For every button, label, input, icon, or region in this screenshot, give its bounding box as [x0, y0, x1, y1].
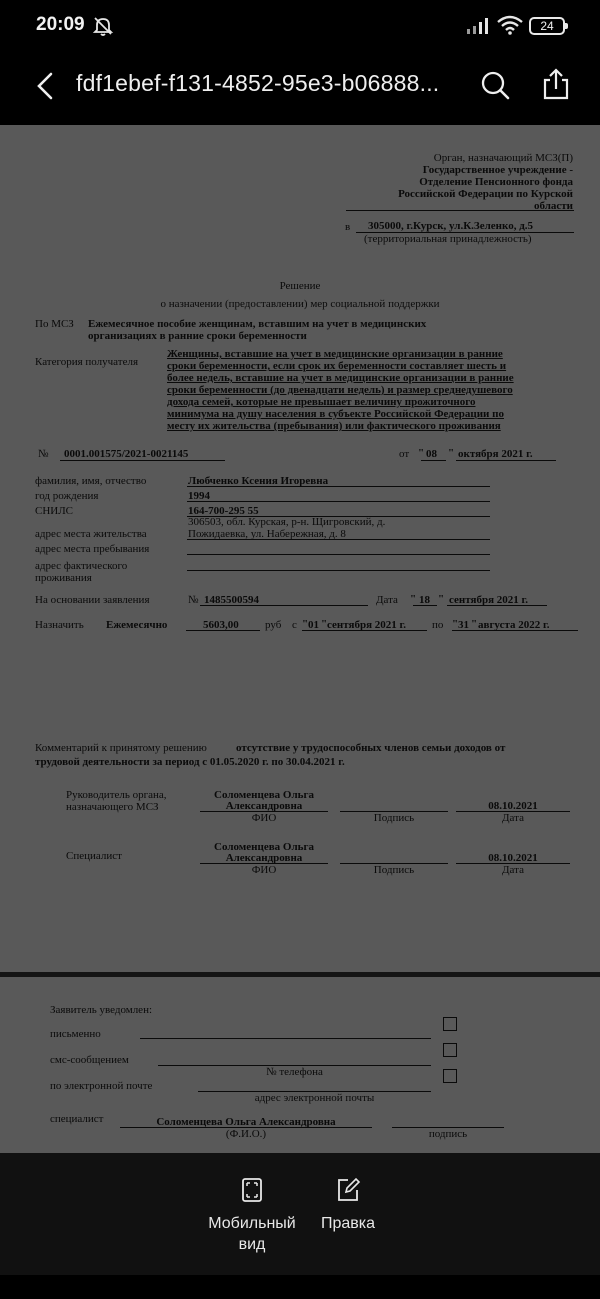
birth-label: год рождения [35, 490, 99, 502]
signal-icon [466, 17, 490, 35]
specialist-name: Соломенцева Ольга [214, 841, 314, 853]
phone-caption: № телефона [266, 1066, 323, 1078]
residence-value: 306503, обл. Курская, р-н. Щигровский, д. [188, 516, 386, 528]
email-checkbox[interactable] [443, 1069, 457, 1083]
msz-value: организациях в ранние сроки беременности [88, 330, 307, 342]
address-prefix: в [345, 221, 351, 233]
org-line: Российской Федерации по Курской [398, 188, 573, 200]
spec2-label: специалист [50, 1113, 104, 1125]
spec2-name: Соломенцева Ольга Александровна [156, 1116, 336, 1128]
wifi-icon [497, 15, 523, 35]
date-from-label: от [399, 448, 410, 460]
decision-day: 08 [426, 448, 437, 460]
head-name: Соломенцева Ольга [214, 789, 314, 801]
stay-label: адрес места пребывания [35, 543, 150, 555]
decision-title: Решение [279, 280, 321, 292]
status-time: 20:09 [36, 14, 85, 35]
assign-from-day: 01 [308, 619, 319, 631]
assign-to-month: августа 2022 г. [478, 619, 550, 631]
battery-indicator: 24 [529, 17, 565, 35]
assign-from-label: с [292, 619, 297, 631]
edit-label: Правка [320, 1215, 376, 1232]
basis-day: 18 [419, 594, 430, 606]
org-label: Орган, назначающий МСЗ(П) [433, 152, 573, 164]
status-bar [0, 0, 600, 52]
residence-value: Пожидаевка, ул. Набережная, д. 8 [188, 528, 346, 540]
edit-icon [335, 1177, 361, 1203]
specialist-name: Александровна [225, 852, 303, 864]
sms-label: смс-сообщением [50, 1054, 129, 1066]
sms-checkbox[interactable] [443, 1043, 457, 1057]
caption-fio: ФИО [251, 864, 277, 876]
written-checkbox[interactable] [443, 1017, 457, 1031]
assign-to-label: по [432, 619, 444, 631]
basis-label: На основании заявления [35, 594, 150, 606]
decision-month-year: октября 2021 г. [458, 448, 533, 460]
caption-sign: Подпись [373, 812, 415, 824]
notified-label: Заявитель уведомлен: [50, 1004, 153, 1016]
actual-label: адрес фактического [35, 560, 128, 572]
org-line: области [533, 200, 573, 212]
mobile-view-label: Мобильный [208, 1215, 296, 1232]
snils-label: СНИЛС [35, 505, 74, 517]
territorial-caption: (территориальная принадлежность) [364, 233, 532, 245]
category-label: Категория получателя [35, 356, 139, 368]
fio-label: фамилия, имя, отчество [35, 475, 147, 487]
edit-button[interactable] [308, 1177, 388, 1234]
mobile-view-label: вид [238, 1236, 266, 1253]
bell-off-icon [92, 15, 114, 37]
assign-period: Ежемесячно [106, 619, 168, 631]
system-nav-area [0, 1275, 600, 1299]
file-title: fdf1ebef-f131-4852-95e3-b06888... [76, 70, 440, 96]
number-label: № [38, 448, 49, 460]
assign-currency: руб [265, 619, 282, 631]
caption-fio: ФИО [251, 812, 277, 824]
mobile-view-icon [239, 1177, 265, 1203]
decision-number: 0001.001575/2021-0021145 [64, 448, 189, 460]
category-value: сроки беременности (до двенадцати недель) и размер среднедушевого [167, 384, 513, 396]
written-label: письменно [50, 1028, 101, 1040]
bottom-toolbar [0, 1153, 600, 1275]
comment-text: отсутствие у трудоспособных членов семьи доходов от [236, 742, 506, 754]
spec2-fio-caption: (Ф.И.О.) [225, 1128, 267, 1140]
comment-text: трудовой деятельности за период с 01.05.2020 г. по 30.04.2021 г. [35, 756, 345, 768]
head-label: Руководитель органа, [66, 789, 167, 801]
head-date: 08.10.2021 [488, 800, 538, 812]
msz-label: По МСЗ [35, 318, 74, 330]
app-header [0, 52, 600, 125]
msz-value: Ежемесячное пособие женщинам, вставшим на учет в медицинских [88, 318, 427, 330]
decision-subtitle: о назначении (предоставлении) мер социальной поддержки [160, 298, 440, 310]
head-name: Александровна [225, 800, 303, 812]
assign-to-day: 31 [458, 619, 469, 631]
basis-number: 1485500594 [204, 594, 259, 606]
org-line: Отделение Пенсионного фонда [419, 176, 573, 188]
caption-sign: Подпись [373, 864, 415, 876]
document-page[interactable]: Орган, назначающий МСЗ(П) Государственное учреждение - Отделение Пенсионного фонда Российской Федерации по Курской области в 305000, г.Курск, ул.К.Зеленко, д.5 (территориальная принадлежность) Решение о назначении (предоставлении) мер социальной поддержки По МСЗ Ежемесячное пособие женщинам, вставшим на учет в медицинских организациях в ранние сроки беременности Категория получателя Женщины, вставшие на учет в медицинские организации в ранние сроки беременности, если срок их беременности составляет шесть и более недель, вставшие на учет в медицинские организации в ранние сроки беременности (до двенадцати недель) и размер среднедушевого дохода семей, которые не превышает величину прожиточного минимума на душу населения в субъекте Российской Федерации по месту их жительства (пребывания) или фактического проживания № 0001.001575/2021-0021145 от " 08 " октября 2021 г. фамилия, имя, отчество Любченко Ксения Игоревна год рождения 1994 СНИЛС 164-700-295 55 адрес места жительства 306503, обл. Курская, р-н. Щигровский, д. Пожидаевка, ул. Набережная, д. 8 адрес места пребывания адрес фактического проживания На основании заявления № 1485500594 Дата " 18 " сентября 2021 г. Назначить Ежемесячно 5603,00 руб с " 01 " сентября 2021 г. по " 31 " августа 2022 г. Комментарий к принятому решению отсутствие у трудоспособных членов семьи доходов от трудовой деятельности за период с 01.05.2020 г. по 30.04.2021 г. Руководитель органа, назначающего МСЗ Соломенцева Ольга Александровна 08.10.2021 ФИО Подпись Дата Специалист Соломенцева Ольга Александровна 08.10.2021 ФИО Подпись Дата Заявитель уведомлен: письменно смс-сообщением № телефона по электронной почте адрес электронной почты специалист Соломенцева Ольга Александровна (Ф.И.О.) подпись [0, 125, 600, 1153]
caption-date: Дата [502, 812, 524, 824]
head-label: назначающего МСЗ [66, 801, 159, 813]
email-caption: адрес электронной почты [254, 1092, 375, 1104]
snils-value: 164-700-295 55 [188, 505, 259, 517]
basis-date-label: Дата [376, 594, 398, 606]
birth-value: 1994 [188, 490, 210, 502]
org-line: Государственное учреждение - [422, 164, 573, 176]
assign-amount: 5603,00 [203, 619, 239, 631]
basis-month-year: сентября 2021 г. [449, 594, 529, 606]
caption-date: Дата [502, 864, 524, 876]
search-icon[interactable] [476, 66, 516, 106]
fio-value: Любченко Ксения Игоревна [188, 475, 329, 487]
category-value: сроки беременности, если срок их беременности составляет шесть и [167, 360, 507, 372]
spec2-sign-caption: подпись [428, 1128, 468, 1140]
mobile-view-button[interactable] [192, 1177, 312, 1255]
actual-label: проживания [35, 572, 92, 584]
section-divider [0, 972, 600, 977]
share-icon[interactable] [536, 65, 576, 105]
assign-from-month: сентября 2021 г. [327, 619, 407, 631]
residence-label: адрес места жительства [35, 528, 147, 540]
specialist-label: Специалист [66, 850, 122, 862]
category-value: месту их жительства (пребывания) или фактического проживания [167, 420, 501, 432]
comment-label: Комментарий к принятому решению [35, 742, 207, 754]
assign-label: Назначить [35, 619, 84, 631]
back-button[interactable] [26, 66, 66, 106]
email-label: по электронной почте [50, 1080, 153, 1092]
category-value: более недель, вставшие на учет в медицинские организации в ранние [167, 372, 514, 384]
specialist-date: 08.10.2021 [488, 852, 538, 864]
basis-no-label: № [188, 594, 199, 606]
category-value: дохода семей, которые не превышает величину прожиточного [167, 396, 476, 408]
org-address: 305000, г.Курск, ул.К.Зеленко, д.5 [368, 220, 534, 232]
category-value: минимума на душу населения в субъекте Российской Федерации по [167, 408, 504, 420]
category-value: Женщины, вставшие на учет в медицинские организации в ранние [167, 348, 503, 360]
